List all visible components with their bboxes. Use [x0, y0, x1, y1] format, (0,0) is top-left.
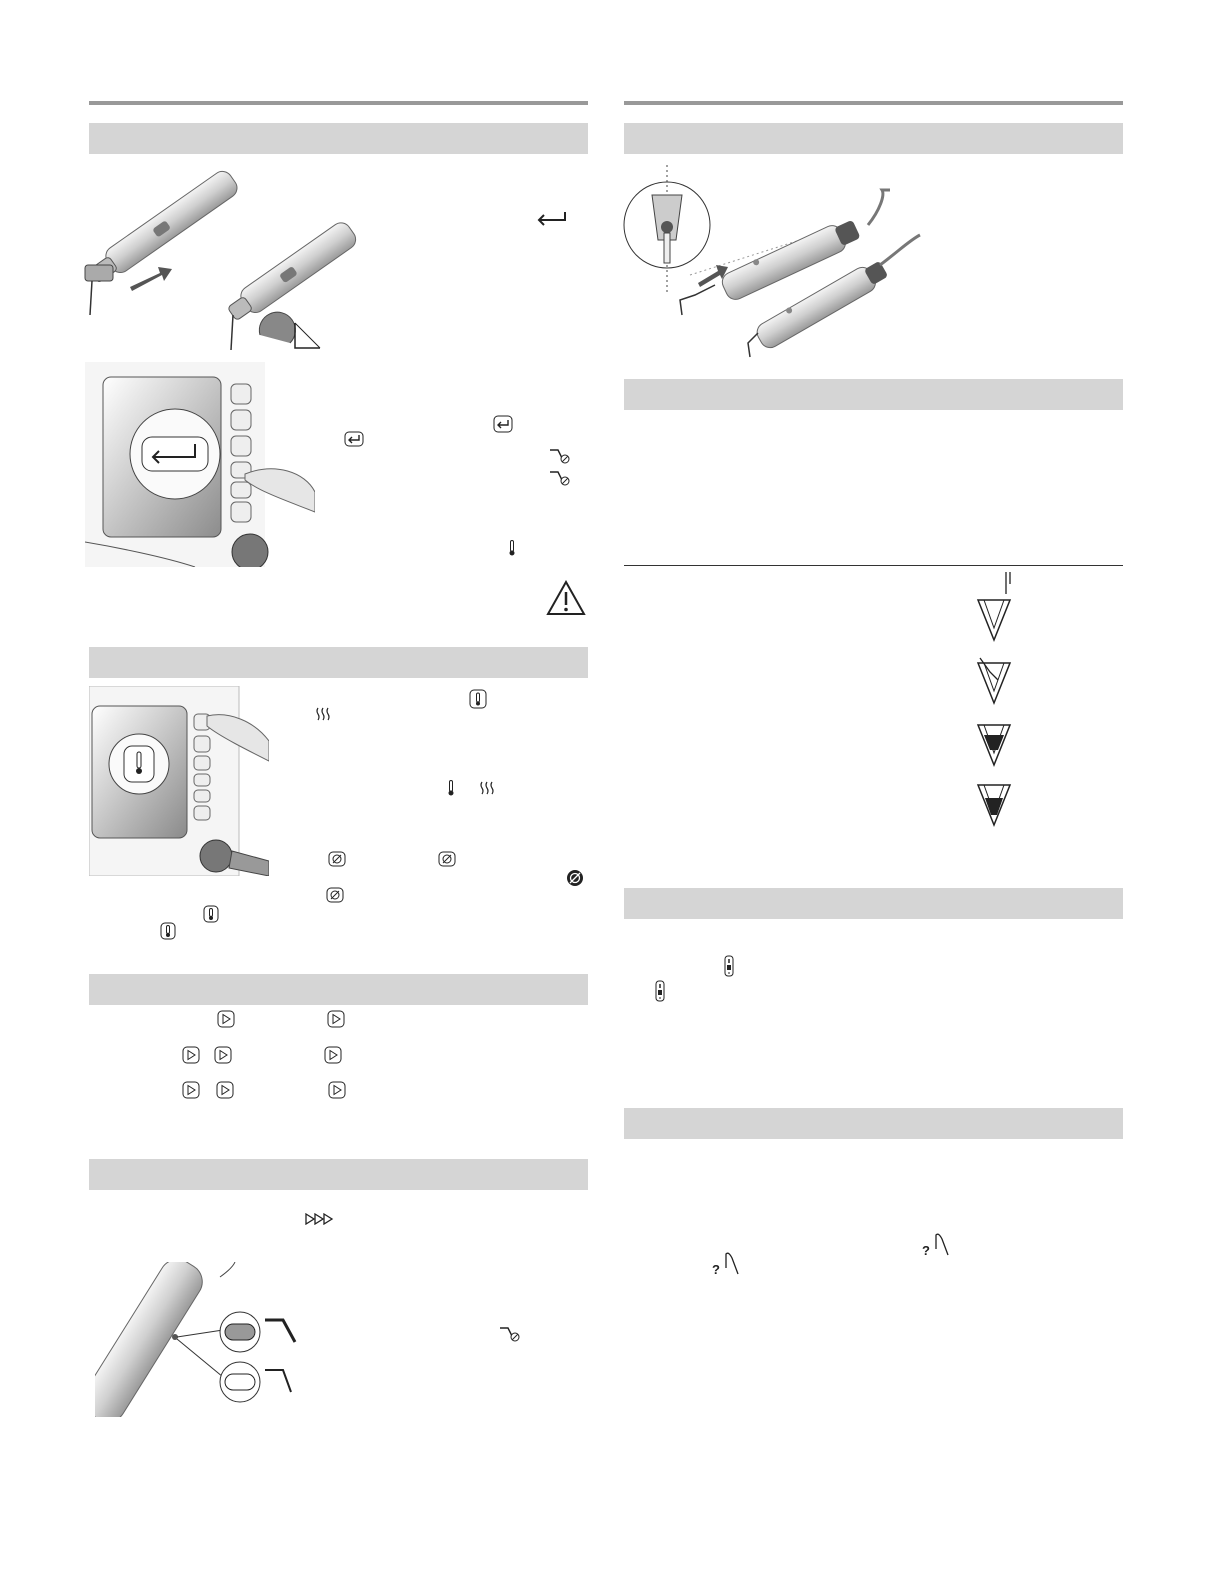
svg-text:?: ?: [712, 1262, 720, 1276]
return-arrow-icon: [493, 415, 513, 433]
play-triangle-icon: [324, 1046, 342, 1064]
right-divider-line: [624, 565, 1123, 566]
right-section-band-4: [624, 1108, 1123, 1139]
play-triangle-icon: [182, 1081, 200, 1099]
play-triangle-icon: [328, 1081, 346, 1099]
handpiece-tip-insert-illustration: [620, 165, 930, 365]
thermometer-icon: [203, 905, 219, 923]
endodontic-file-icon: [548, 470, 572, 486]
control-panel-return-illustration: [85, 362, 315, 567]
handpiece-attach-illustration: [80, 165, 360, 355]
question-tip-icon: [920, 1231, 950, 1257]
play-triangle-icon: [327, 1010, 345, 1028]
play-triangle-icon: [214, 1046, 232, 1064]
left-section-band-4: [89, 1159, 588, 1190]
heat-waves-icon: [315, 707, 331, 721]
warning-triangle-icon: [546, 580, 586, 616]
play-triangle-icon: [216, 1081, 234, 1099]
level-indicator-icon: [724, 955, 734, 977]
level-indicator-icon: [655, 980, 665, 1002]
water-off-icon: [566, 869, 584, 887]
thermometer-icon: [469, 689, 487, 709]
return-arrow-icon: [535, 210, 567, 226]
right-top-rule: [624, 101, 1123, 105]
water-off-icon: [328, 851, 346, 867]
root-canal-tip-diagrams: [970, 570, 1020, 835]
heat-waves-icon: [479, 781, 495, 795]
svg-text:?: ?: [922, 1243, 930, 1257]
control-panel-heat-illustration: [89, 686, 269, 876]
triple-play-icon: [305, 1213, 335, 1225]
endodontic-file-icon: [498, 1326, 522, 1342]
thermometer-icon: [508, 540, 516, 556]
left-section-band-3: [89, 974, 588, 1005]
water-off-icon: [438, 851, 456, 867]
return-arrow-icon: [344, 431, 364, 447]
left-section-band-1: [89, 123, 588, 154]
right-section-band-2: [624, 379, 1123, 410]
thermometer-icon: [447, 780, 455, 796]
handpiece-light-indicator-illustration: [95, 1262, 310, 1417]
endodontic-file-icon: [548, 448, 572, 464]
left-section-band-2: [89, 647, 588, 678]
right-section-band-3: [624, 888, 1123, 919]
right-section-band-1: [624, 123, 1123, 154]
question-tip-icon: [710, 1250, 740, 1276]
thermometer-icon: [160, 922, 176, 940]
play-triangle-icon: [217, 1010, 235, 1028]
left-top-rule: [89, 101, 588, 105]
play-triangle-icon: [182, 1046, 200, 1064]
water-off-icon: [326, 887, 344, 903]
